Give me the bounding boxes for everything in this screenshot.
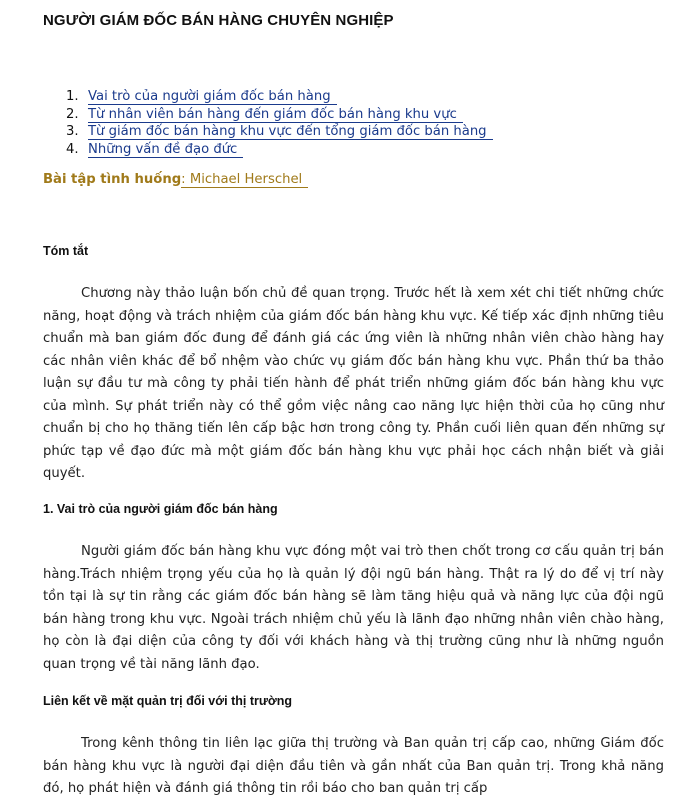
toc-item [66, 141, 493, 159]
case-study-line [43, 172, 308, 187]
table-of-contents [66, 88, 493, 158]
section-heading-market-link: Liên kết về mặt quản trị đối với thị trường [43, 694, 293, 708]
section-heading-role: 1. Vai trò của người giám đốc bán hàng [43, 502, 278, 516]
toc-item [66, 106, 493, 124]
toc-number: 3. [66, 124, 79, 139]
toc-item [66, 123, 493, 141]
case-study-label: Bài tập tình huống [43, 172, 182, 187]
document-title: NGƯỜI GIÁM ĐỐC BÁN HÀNG CHUYÊN NGHIỆP [43, 12, 394, 29]
toc-link-ethics[interactable]: Những vấn đề đạo đức [88, 142, 243, 158]
case-study-link[interactable] [181, 172, 308, 188]
summary-heading: Tóm tắt [43, 244, 89, 258]
toc-link-salesperson-to-manager[interactable]: Từ nhân viên bán hàng đến giám đốc bán hàng khu vực [88, 107, 463, 123]
case-study-name: Michael Herschel [189, 172, 303, 187]
toc-number: 1. [66, 89, 79, 104]
toc-item [66, 88, 493, 106]
toc-number: 4. [66, 141, 79, 157]
case-study-separator: : [181, 172, 186, 187]
summary-paragraph: Chương này thảo luận bốn chủ đề quan trọng. Trước hết là xem xét chi tiết những chức năng, hoạt động và trách nhiệm của giám đốc bán hàng khu vực. Kế tiếp xác định những tiêu chuẩn mà ban giám đốc đung để đánh giá các ứng viên là những nhân viên chào hàng hay các nhân viên khác để bổ nhệm vào chức vụ giám đốc bán hàng khu vực. Phần thứ ba thảo luận sự đầu tư mà công ty phải tiến hành để phát triển những giám đốc bán hàng khu vực của mình. Sự phát triển này có thể gồm việc nâng cao năng lực hiện thời của họ cũng như chuẩn bị cho họ thăng tiến lên cấp bậc hơn trong công ty. Phần cuối liên quan đến những sự phức tạp về đạo đức mà một giám đốc bán hàng khu vực phải học cách nhận biết và giải quyết. [43, 286, 664, 481]
role-paragraph: Người giám đốc bán hàng khu vực đóng một vai trò then chốt trong cơ cấu quản trị bán hàng.Trách nhiệm trọng yếu của họ là quản lý đội ngũ bán hàng. Thật ra lý do để vị trí này tồn tại là sự tin rằng các giám đốc bán hàng sẽ làm tăng hiệu quả và năng lực của đội ngũ bán hàng trong khu vực. Ngoài trách nhiệm chủ yếu là lãnh đạo những nhân viên chào hàng, họ còn là đại diện của công ty đối với khách hàng và thị trường cũng như là những nguồn quan trọng về tài năng lãnh đạo. [43, 544, 664, 672]
toc-number: 2. [66, 106, 79, 122]
toc-link-manager-to-director[interactable]: Từ giám đốc bán hàng khu vực đến tổng giám đốc bán hàng [88, 124, 493, 140]
market-link-paragraph: Trong kênh thông tin liên lạc giữa thị trường và Ban quản trị cấp cao, những Giám đốc bán hàng khu vực là người đại diện đầu tiên và gần nhất của Ban quản trị. Trong khả năng đó, họ phát hiện và đánh giá thông tin rồi báo cho ban quản trị cấp [43, 736, 664, 796]
toc-link-role[interactable]: Vai trò của người giám đốc bán hàng [88, 89, 337, 105]
